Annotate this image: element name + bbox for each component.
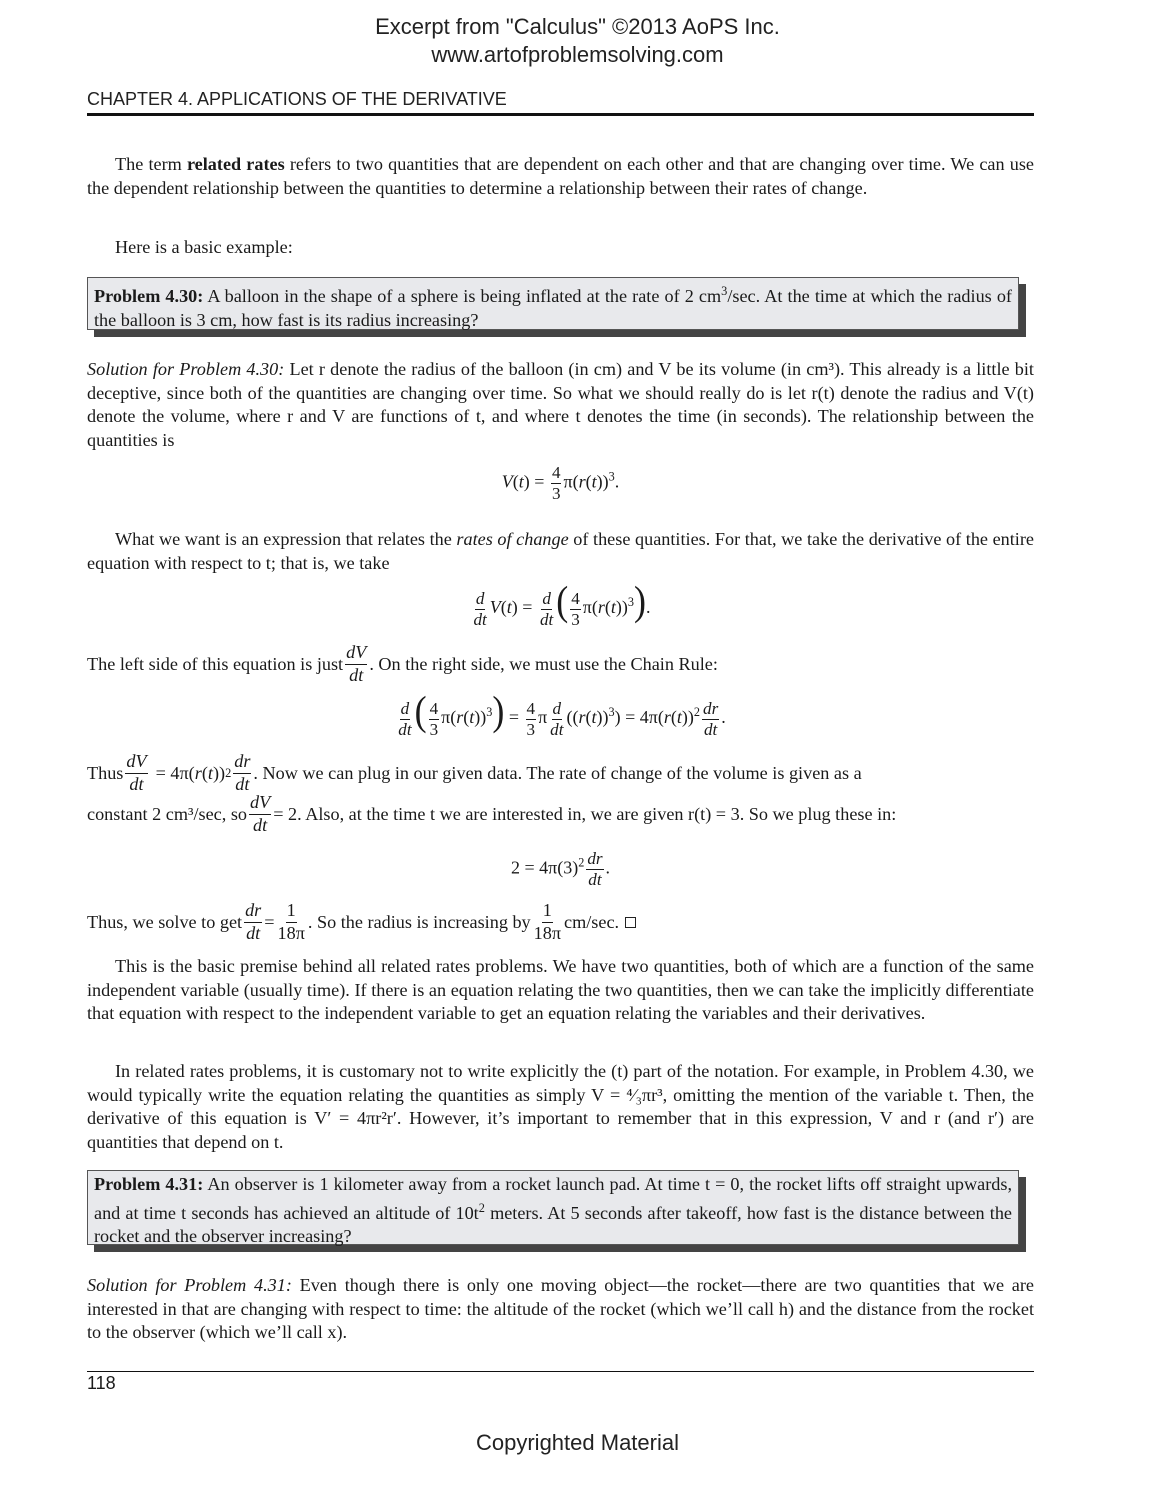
problem-431-box: Problem 4.31: An observer is 1 kilometer away from a rocket launch pad. At time t = 0, the rocket lifts off straight upwards, and at time t seconds has achieved an altitude of $10t^2$ meters. At 5 seconds after takeoff, how fast is the distance between the rocket and the observer increasing? xyxy=(87,1170,1019,1245)
chain-rule-equation: $\frac{d}{dt}$ ( $\frac{4}{3}$ $\pi(r(t))^3$) = $\frac{4}{3}$ π $\frac{d}{dt}$ $((r(t))^3) = 4\pi(r(t))^2$ $\frac{dr}{dt}$ . xyxy=(398,688,726,739)
result-line: Thus, we solve to get $\frac{dr}{dt}$ = $\frac{1}{18\pi}$ . So the radius is increasing by $\frac{1}{18\pi}$ cm/sec. xyxy=(87,898,1034,946)
header-rule xyxy=(87,113,1034,116)
rates-of-change-paragraph: What we want is an expression that relates the rates of change of these quantities. For that, we take the derivative of the entire equation with respect to t; that is, we take xyxy=(87,529,1034,573)
thus-line: Thus $\frac{dV}{dt}$ = 4π( r ( t )) 2 $\frac{dr}{dt}$ . Now we can plug in our given data. The rate of change of the volume is given as a xyxy=(87,751,862,794)
plug-in-line: constant 2 cm³/sec, so $\frac{dV}{dt}$ = 2. Also, at the time t we are interested in, we are given r(t) = 3. So we plug these in: xyxy=(87,792,897,835)
website-url: www.artofproblemsolving.com xyxy=(431,42,724,67)
notation-paragraph: In related rates problems, it is customary not to write explicitly the (t) part of the notation. For example, in Problem 4.30, we would typically write the equation relating the quantities as simply V = ⁴⁄₃πr³, omitting the mention of the variable t. Then, the derivative of this equation is V′ = 4πr²r′. However, it’s important to remember that in this expression, V and r (and r′) are quantities that depend on t. xyxy=(87,1061,1034,1152)
derivative-equation: $\frac{d}{dt}$ V(t) = $\frac{d}{dt}$ ( $\frac{4}{3}$ $\pi(r(t))^3$). xyxy=(473,578,651,629)
copyright-footer: Copyrighted Material xyxy=(476,1430,679,1455)
excerpt-header: Excerpt from "Calculus" ©2013 AoPS Inc. xyxy=(375,14,780,39)
chapter-title: CHAPTER 4. APPLICATIONS OF THE DERIVATIVE xyxy=(87,89,507,109)
page-number: 118 xyxy=(87,1373,116,1393)
premise-paragraph: This is the basic premise behind all related rates problems. We have two quantities, both of which are a function of the same independent variable (usually time). If there is an equation relating the two quantities, then we can take the implicitly differentiate that equation with respect to the independent variable to get an equation relating the variables and their derivatives. xyxy=(87,956,1034,1023)
intro-paragraph: The term related rates refers to two quantities that are dependent on each other and that are changing over time. We can use the dependent relationship between the quantities to determine a relationship between their rates of change. xyxy=(87,154,1034,198)
volume-equation: V(t) = $\frac{4}{3}$ $\pi(r(t))^3$. xyxy=(501,462,620,503)
plugged-equation: $2 = 4\pi(3)^2$ $\frac{dr}{dt}$ . xyxy=(510,848,611,889)
left-side-line: The left side of this equation is just $\frac{dV}{dt}$ . On the right side, we must use the Chain Rule: xyxy=(87,642,718,685)
footer-rule xyxy=(87,1371,1034,1372)
qed-box-icon xyxy=(625,917,636,928)
solution-430-intro: Solution for Problem 4.30: Let r denote the radius of the balloon (in cm) and V be its volume (in cm³). This already is a little bit deceptive, since both of the quantities are changing over time. So what we should really do is let r(t) denote the radius and V(t) denote the volume, where r and V are functions of t, and where t denotes the time (in seconds). The relationship between the quantities is xyxy=(87,359,1034,450)
solution-431-paragraph: Solution for Problem 4.31: Even though there is only one moving object—the rocket—there are two quantities that we are interested in that are changing with respect to time: the altitude of the rocket (which we’ll call h) and the distance from the rocket to the observer (which we’ll call x). xyxy=(87,1275,1034,1342)
problem-430-box: Problem 4.30: A balloon in the shape of a sphere is being inflated at the rate of 2 $cm^3/\sec$. At the time at which the radius of the balloon is 3 cm, how fast is its radius increasing? xyxy=(87,277,1019,330)
example-lead: Here is a basic example: xyxy=(115,237,293,257)
